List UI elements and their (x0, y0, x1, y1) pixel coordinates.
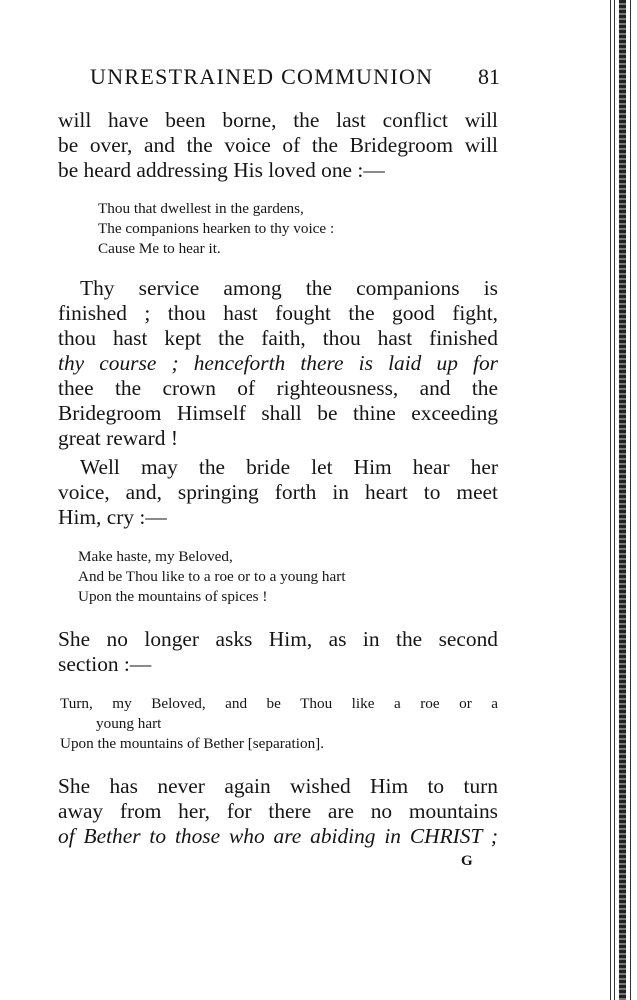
page-edge-line (630, 0, 631, 1000)
verse-line: Turn, my Beloved, and be Thou like a roe or a (60, 695, 498, 712)
page-edge-line (610, 0, 611, 1000)
verse-quote-2 (78, 547, 346, 607)
verse-line: Upon the mountains of spices ! (78, 588, 268, 605)
paragraph-1 (58, 108, 498, 183)
text-line: will have been borne, the last conflict will (58, 108, 498, 132)
text-line: Him, cry :— (58, 505, 167, 529)
verse-line: And be Thou like to a roe or to a young hart (78, 568, 346, 585)
paragraph-2 (58, 276, 498, 451)
verse-quote-3 (60, 694, 498, 754)
text-line: great reward ! (58, 426, 178, 450)
paragraph-4 (58, 627, 498, 677)
text-line: thy course ; henceforth there is laid up for (58, 351, 498, 375)
verse-line: Cause Me to hear it. (98, 240, 221, 257)
verse-line: Make haste, my Beloved, (78, 548, 233, 565)
paragraph-5 (58, 774, 498, 849)
verse-line: young hart (96, 715, 162, 732)
page-edge-line (614, 0, 615, 1000)
header-title: UNRESTRAINED COMMUNION (90, 64, 434, 89)
text-line: voice, and, springing forth in heart to meet (58, 480, 498, 504)
verse-quote-1 (98, 199, 334, 259)
text-line: finished ; thou hast fought the good fight, (58, 301, 498, 325)
text-line: of Bether to those who are abiding in CHRIST ; (58, 824, 498, 848)
text-line: be over, and the voice of the Bridegroom will (58, 133, 498, 157)
verse-line: Thou that dwellest in the gardens, (98, 200, 304, 217)
text-line: away from her, for there are no mountains (58, 799, 498, 823)
text-line: be heard addressing His loved one :— (58, 158, 385, 182)
text-line: Bridegroom Himself shall be thine exceeding (58, 401, 498, 425)
text-line: Thy service among the companions is (80, 276, 498, 300)
page-edge-border (619, 0, 626, 1000)
text-line: section :— (58, 652, 152, 676)
text-line: She no longer asks Him, as in the second (58, 627, 498, 651)
running-header (90, 64, 500, 90)
verse-line: Upon the mountains of Bether [separation]. (60, 735, 325, 752)
signature-mark: G (461, 853, 473, 869)
text-line: She has never again wished Him to turn (58, 774, 498, 798)
text-line: thee the crown of righteousness, and the (58, 376, 498, 400)
page-number: 81 (478, 64, 500, 89)
verse-line: The companions hearken to thy voice : (98, 220, 335, 237)
paragraph-3 (58, 455, 498, 530)
text-line: thou hast kept the faith, thou hast finished (58, 326, 498, 350)
text-line: Well may the bride let Him hear her (80, 455, 498, 479)
